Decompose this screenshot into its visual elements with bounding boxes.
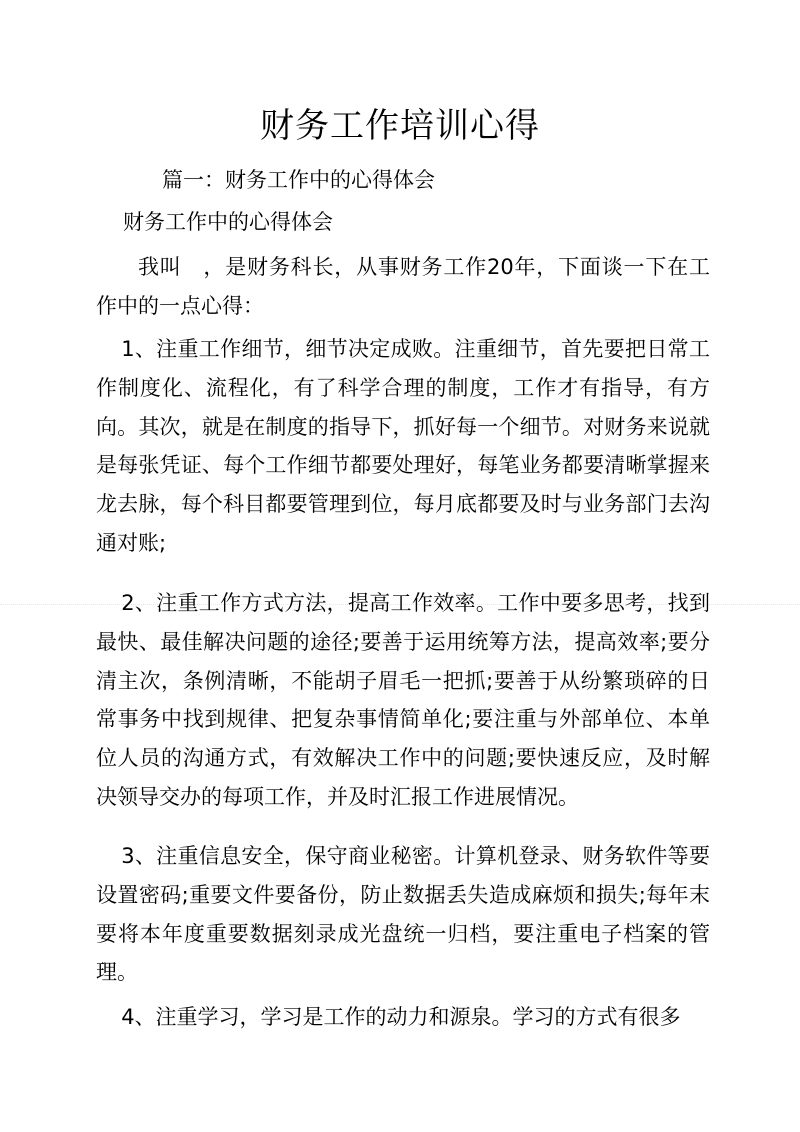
point-3-paragraph: 3、注重信息安全，保守商业秘密。计算机登录、财务软件等要设置密码;重要文件要备份，防止数据丢失造成麻烦和损失;每年末要将本年度重要数据刻录成光盘统一归档，要注重电子档案的管理。 xyxy=(96,844,710,985)
document-title: 财务工作培训心得 xyxy=(260,106,540,146)
point-2-paragraph: 2、注重工作方式方法，提高工作效率。工作中要多思考，找到最快、最佳解决问题的途径;要善于运用统筹方法，提高效率;要分清主次，条例清晰，不能胡子眉毛一把抓;要善于从纷繁琐碎的日常事务中找到规律、把复杂事情简单化;要注重与外部单位、本单位人员的沟通方式，有效解决工作中的问题;要快速反应，及时解决领导交办的每项工作，并及时汇报工作进展情况。 xyxy=(96,591,710,809)
section-heading: 篇一：财务工作中的心得体会 xyxy=(162,168,435,192)
point-1-paragraph: 1、注重工作细节，细节决定成败。注重细节，首先要把日常工作制度化、流程化，有了科学合理的制度，工作才有指导，有方向。其次，就是在制度的指导下，抓好每一个细节。对财务来说就是每张凭证、每个工作细节都要处理好，每笔业务都要清晰掌握来龙去脉，每个科目都要管理到位，每月底都要及时与业务部门去沟通对账; xyxy=(96,337,710,555)
point-4-paragraph: 4、注重学习，学习是工作的动力和源泉。学习的方式有很多 xyxy=(121,1005,681,1029)
intro-paragraph: 我叫 ，是财务科长，从事财务工作20年，下面谈一下在工作中的一点心得： xyxy=(96,255,710,318)
article-heading: 财务工作中的心得体会 xyxy=(123,210,333,234)
